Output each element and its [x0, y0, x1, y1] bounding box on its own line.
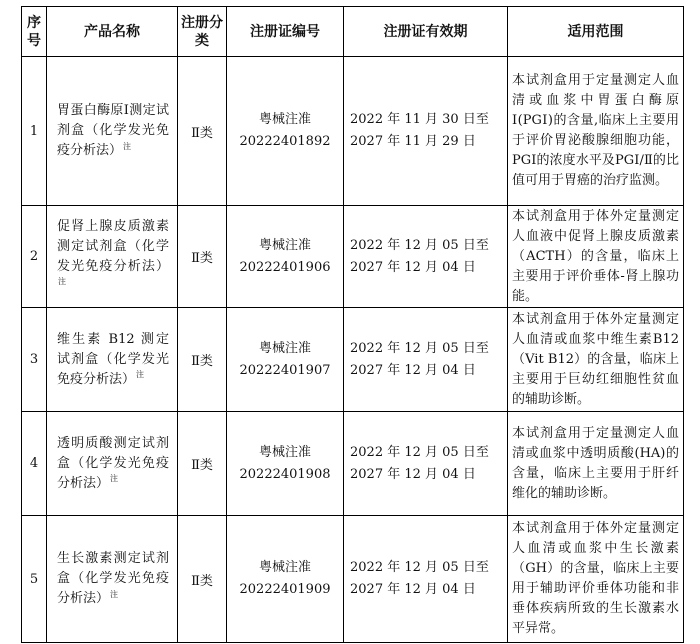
valid-from: 2022 年 12 月 05 日至 — [350, 444, 489, 460]
product-name-cell — [47, 206, 178, 308]
product-name-cell — [47, 412, 178, 516]
table-row — [22, 206, 684, 308]
product-name: 促肾上腺皮质激素测定试剂盒（化学发光免疫分析法） — [57, 218, 169, 274]
row-index: 3 — [22, 308, 47, 412]
valid-to: 2027 年 12 月 04 日 — [350, 582, 476, 597]
reg-no-cell — [227, 516, 344, 643]
footnote-mark: 注 — [136, 370, 145, 380]
reg-number: 20222401909 — [239, 582, 331, 597]
footnote-mark: 注 — [110, 474, 119, 484]
reg-org: 粤械注准 — [258, 237, 311, 253]
product-name-cell — [47, 308, 178, 412]
category: Ⅱ类 — [178, 412, 227, 516]
row-index: 4 — [22, 412, 47, 516]
header-validity: 注册证有效期 — [344, 7, 508, 57]
reg-number: 20222401907 — [239, 362, 331, 378]
category: Ⅱ类 — [178, 57, 227, 206]
product-name: 生长激素测定试剂盒（化学发光免疫分析法） — [57, 551, 169, 606]
product-name-cell — [47, 57, 178, 206]
product-name: 维生素 B12 测定试剂盒（化学发光免疫分析法） — [57, 331, 169, 387]
valid-to: 2027 年 12 月 04 日 — [350, 362, 476, 378]
header-product-name: 产品名称 — [47, 7, 178, 57]
scope: 本试剂盒用于定量测定人血清或血浆中胃蛋白酶原Ⅰ(PGⅠ)的含量,临床上主要用于评价胃泌酸腺细胞功能，PGⅠ的浓度水平及PGⅠ/Ⅱ的比值可用于胃癌的治疗监测。 — [508, 57, 684, 206]
category: Ⅱ类 — [178, 206, 227, 308]
scope: 本试剂盒用于体外定量测定人血液中促肾上腺皮质激素（ACTH）的含量，临床上主要用于评价垂体-肾上腺功能。 — [508, 206, 684, 308]
valid-from: 2022 年 11 月 30 日至 — [350, 112, 489, 127]
product-name: 胃蛋白酶原Ⅰ测定试剂盒（化学发光免疫分析法） — [57, 103, 169, 158]
scope: 本试剂盒用于定量测定人血清或血浆中透明质酸(HA)的含量，临床上主要用于肝纤维化的辅助诊断。 — [508, 412, 684, 516]
reg-no-cell — [227, 206, 344, 308]
reg-org: 粤械注准 — [258, 560, 311, 575]
table-row — [22, 516, 684, 643]
valid-to: 2027 年 12 月 04 日 — [350, 259, 476, 275]
header-index: 序号 — [22, 7, 47, 57]
table-row — [22, 308, 684, 412]
product-name: 透明质酸测定试剂盒（化学发光免疫分析法） — [57, 435, 169, 491]
category: Ⅱ类 — [178, 308, 227, 412]
table-row — [22, 57, 684, 206]
reg-number: 20222401892 — [239, 134, 331, 149]
validity-cell — [344, 516, 508, 643]
reg-no-cell — [227, 412, 344, 516]
category: Ⅱ类 — [178, 516, 227, 643]
footnote-mark: 注 — [58, 277, 66, 287]
reg-number: 20222401908 — [239, 466, 331, 482]
reg-org: 粤械注准 — [258, 112, 311, 127]
validity-cell — [344, 57, 508, 206]
row-index: 1 — [22, 57, 47, 206]
validity-cell — [344, 412, 508, 516]
header-scope: 适用范围 — [508, 7, 684, 57]
header-row — [22, 7, 684, 57]
reg-no-cell — [227, 57, 344, 206]
table-row — [22, 412, 684, 516]
product-name-cell — [47, 516, 178, 643]
scope: 本试剂盒用于体外定量测定人血清或血浆中维生素B12（Vit B12）的含量，临床上主要用于巨幼红细胞性贫血的辅助诊断。 — [508, 308, 684, 412]
footnote-mark: 注 — [123, 141, 132, 151]
registration-table — [21, 6, 684, 643]
reg-number: 20222401906 — [239, 259, 331, 275]
valid-from: 2022 年 12 月 05 日至 — [350, 340, 489, 356]
row-index: 5 — [22, 516, 47, 643]
valid-from: 2022 年 12 月 05 日至 — [350, 237, 489, 253]
valid-to: 2027 年 11 月 29 日 — [350, 134, 476, 149]
valid-to: 2027 年 12 月 04 日 — [350, 466, 476, 482]
valid-from: 2022 年 12 月 05 日至 — [350, 560, 489, 575]
reg-no-cell — [227, 308, 344, 412]
scope: 本试剂盒用于体外定量测定人血清或血浆中生长激素（GH）的含量，临床上主要用于辅助评价垂体功能和非垂体疾病所致的生长激素水平异常。 — [508, 516, 684, 643]
reg-org: 粤械注准 — [258, 340, 311, 356]
reg-org: 粤械注准 — [258, 444, 311, 460]
footnote-mark: 注 — [110, 589, 119, 599]
validity-cell — [344, 308, 508, 412]
header-category: 注册分类 — [178, 7, 227, 57]
row-index: 2 — [22, 206, 47, 308]
validity-cell — [344, 206, 508, 308]
header-reg-no: 注册证编号 — [227, 7, 344, 57]
